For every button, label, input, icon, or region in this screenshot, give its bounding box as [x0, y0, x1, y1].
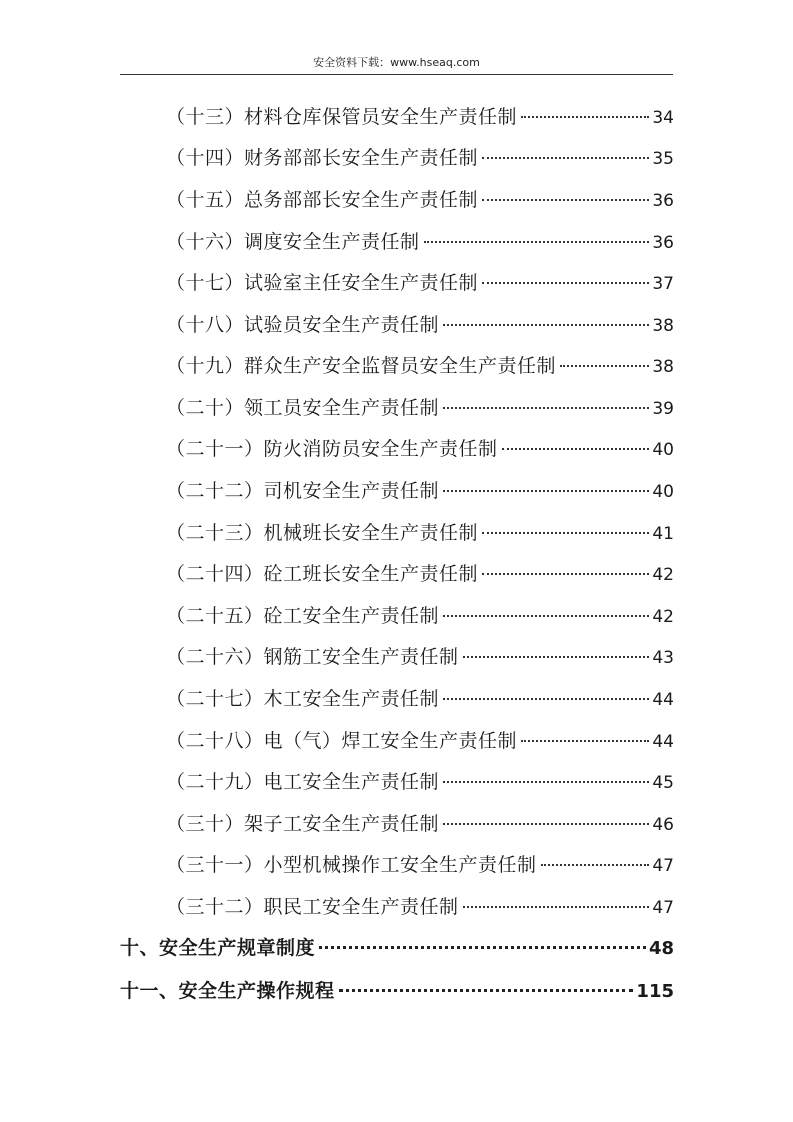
toc-page-number: 44 [652, 690, 674, 710]
toc-entry-title: （十六）调度安全生产责任制 [166, 231, 420, 253]
toc-entry-title: （二十七）木工安全生产责任制 [166, 688, 440, 710]
dot-leader [443, 323, 649, 326]
toc-page-number: 47 [652, 856, 674, 876]
dot-leader [463, 905, 650, 908]
dot-leader [319, 945, 646, 949]
toc-page-number: 45 [652, 773, 674, 793]
toc-entry[interactable] [166, 435, 674, 463]
toc-entry[interactable] [166, 727, 674, 755]
dot-leader [521, 739, 649, 742]
toc-page-number: 44 [652, 732, 674, 752]
dot-leader [443, 489, 649, 492]
toc-entry[interactable] [166, 893, 674, 921]
toc-entry-title: （十九）群众生产安全监督员安全生产责任制 [166, 355, 557, 377]
toc-entry[interactable] [166, 186, 674, 214]
dot-leader [463, 655, 650, 658]
toc-entry-title: （十七）试验室主任安全生产责任制 [166, 272, 479, 294]
toc-entry[interactable] [166, 685, 674, 713]
dot-leader [424, 240, 650, 243]
toc-entry[interactable] [166, 477, 674, 505]
toc-entry-title: （二十八）电（气）焊工安全生产责任制 [166, 730, 518, 752]
toc-page-number: 40 [652, 482, 674, 502]
dot-leader [541, 863, 650, 866]
dot-leader [443, 822, 649, 825]
dot-leader [443, 614, 649, 617]
toc-entry-title: （二十五）砼工安全生产责任制 [166, 605, 440, 627]
page-header [120, 55, 673, 74]
toc-entry-title: （三十）架子工安全生产责任制 [166, 813, 440, 835]
dot-leader [482, 198, 649, 201]
dot-leader [502, 447, 650, 450]
toc-section-title: 十一、安全生产操作规程 [120, 980, 335, 1002]
toc-entry[interactable] [166, 810, 674, 838]
toc-entry-title: （十四）财务部部长安全生产责任制 [166, 147, 479, 169]
toc-entry-title: （十三）材料仓库保管员安全生产责任制 [166, 106, 518, 128]
toc-page-number: 35 [652, 149, 674, 169]
dot-leader [339, 988, 634, 992]
header-divider [120, 74, 673, 75]
toc-page-number: 46 [652, 815, 674, 835]
toc-entry-title: （三十二）职民工安全生产责任制 [166, 896, 459, 918]
toc-entry-title: （二十九）电工安全生产责任制 [166, 771, 440, 793]
toc-entry-title: （三十一）小型机械操作工安全生产责任制 [166, 854, 537, 876]
toc-page-number: 38 [652, 357, 674, 377]
dot-leader [560, 364, 649, 367]
toc-entry-title: （二十三）机械班长安全生产责任制 [166, 522, 479, 544]
toc-entry[interactable] [166, 269, 674, 297]
toc-entry[interactable] [166, 394, 674, 422]
toc-entry-title: （二十一）防火消防员安全生产责任制 [166, 438, 498, 460]
dot-leader [482, 156, 649, 159]
toc-entry-title: （二十四）砼工班长安全生产责任制 [166, 563, 479, 585]
toc-page-number: 39 [652, 399, 674, 419]
toc-entry-title: （二十二）司机安全生产责任制 [166, 480, 440, 502]
toc-entry-title: （二十六）钢筋工安全生产责任制 [166, 646, 459, 668]
toc-entry[interactable] [166, 643, 674, 671]
toc-page-number: 36 [652, 191, 674, 211]
toc-entry[interactable] [166, 103, 674, 131]
toc-section[interactable] [120, 977, 674, 1005]
toc-page-number: 47 [652, 898, 674, 918]
toc-entry[interactable] [166, 144, 674, 172]
toc-section[interactable] [120, 934, 674, 962]
toc-page-number: 37 [652, 274, 674, 294]
dot-leader [482, 531, 649, 534]
toc-page-number: 43 [652, 648, 674, 668]
toc-entry[interactable] [166, 602, 674, 630]
toc-entry[interactable] [166, 851, 674, 879]
toc-entry[interactable] [166, 311, 674, 339]
toc-page-number: 40 [652, 440, 674, 460]
toc-page-number: 42 [652, 565, 674, 585]
toc-entry[interactable] [166, 519, 674, 547]
toc-entry[interactable] [166, 768, 674, 796]
header-text: 安全资料下载：www.hseaq.com [313, 56, 480, 69]
toc-section-title: 十、安全生产规章制度 [120, 937, 316, 959]
toc-page-number: 34 [652, 108, 674, 128]
dot-leader [443, 406, 649, 409]
toc-page-number: 36 [652, 233, 674, 253]
toc-page-number: 42 [652, 607, 674, 627]
toc-page-number: 48 [648, 938, 674, 959]
toc-entry[interactable] [166, 352, 674, 380]
toc-page-number: 38 [652, 316, 674, 336]
toc-entry-title: （二十）领工员安全生产责任制 [166, 397, 440, 419]
toc-page-number: 115 [636, 981, 674, 1002]
dot-leader [443, 697, 649, 700]
dot-leader [482, 572, 649, 575]
dot-leader [482, 281, 649, 284]
toc-entry-title: （十五）总务部部长安全生产责任制 [166, 189, 479, 211]
dot-leader [521, 115, 649, 118]
toc-entry[interactable] [166, 228, 674, 256]
toc-page-number: 41 [652, 524, 674, 544]
toc-entry[interactable] [166, 560, 674, 588]
toc-entry-title: （十八）试验员安全生产责任制 [166, 314, 440, 336]
dot-leader [443, 780, 649, 783]
